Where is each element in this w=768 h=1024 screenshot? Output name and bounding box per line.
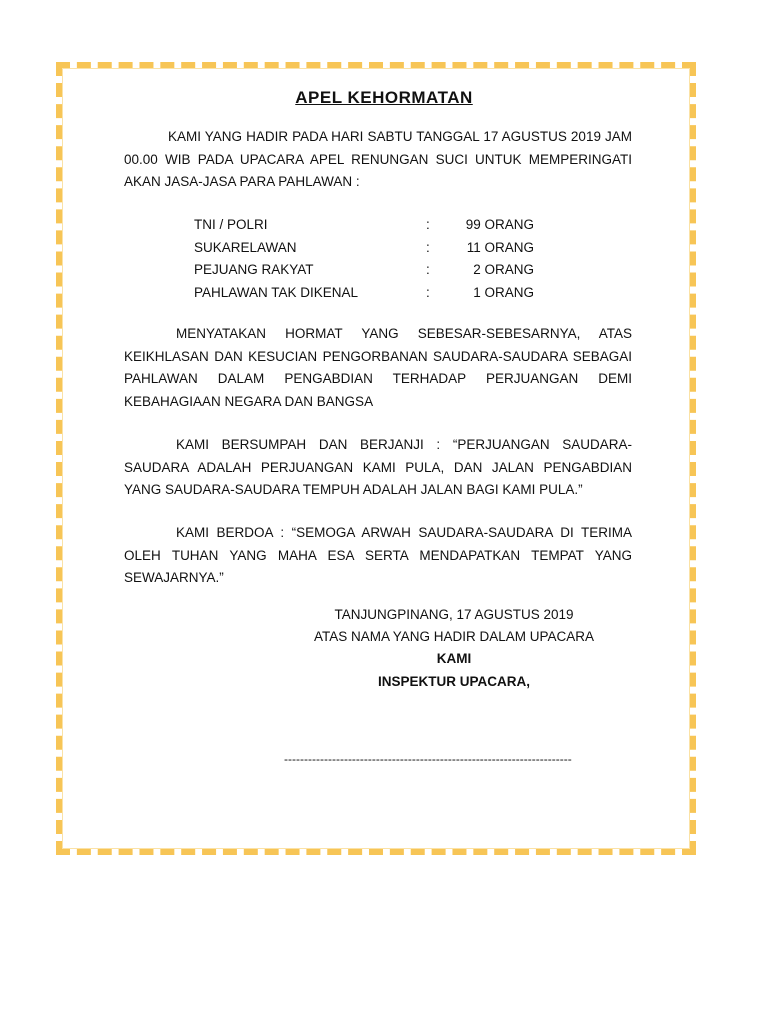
list-item-colon: : bbox=[426, 284, 430, 300]
attendance-list bbox=[194, 214, 534, 304]
list-item-label: PAHLAWAN TAK DIKENAL bbox=[194, 284, 359, 300]
list-item-colon: : bbox=[426, 217, 430, 232]
signature-line: ------------------------------------------------------------------------ bbox=[284, 752, 572, 766]
list-item-label: TNI / POLRI bbox=[194, 217, 268, 232]
document-title: APEL KEHORMATAN bbox=[295, 88, 473, 107]
list-item-colon: : bbox=[426, 239, 430, 255]
intro-paragraph: KAMI YANG HADIR PADA HARI SABTU TANGGAL 17 AGUSTUS 2019 JAM 00.00 WIB PADA UPACARA APEL RENUNGAN SUCI UNTUK MEMPERINGATI AKAN JASA-JASA PARA PAHLAWAN : bbox=[124, 129, 632, 189]
prayer-paragraph: KAMI BERDOA : “SEMOGA ARWAH SAUDARA-SAUDARA DI TERIMA OLEH TUHAN YANG MAHA ESA SERTA MENDAPATKAN TEMPAT YANG SEWAJARNYA.” bbox=[124, 525, 632, 585]
list-item-value: 11 ORANG bbox=[466, 239, 534, 255]
signature-place-date: TANJUNGPINANG, 17 AGUSTUS 2019 bbox=[334, 607, 574, 622]
list-item-value: 2 ORANG bbox=[473, 262, 534, 277]
list-item-value: 1 ORANG bbox=[473, 284, 534, 300]
list-item-label: SUKARELAWAN bbox=[194, 239, 297, 255]
signature-role: INSPEKTUR UPACARA, bbox=[377, 674, 530, 689]
signature-kami: KAMI bbox=[436, 651, 472, 666]
list-item bbox=[194, 214, 534, 237]
oath-paragraph: KAMI BERSUMPAH DAN BERJANJI : “PERJUANGAN SAUDARA-SAUDARA ADALAH PERJUANGAN KAMI PULA, DAN JALAN PENGABDIAN YANG SAUDARA-SAUDARA TEMPUH ADALAH JALAN BAGI KAMI PULA.” bbox=[124, 437, 632, 497]
respect-paragraph: MENYATAKAN HORMAT YANG SEBESAR-SEBESARNYA, ATAS KEIKHLASAN DAN KESUCIAN PENGORBANAN SAUDARA-SAUDARA SEBAGAI PAHLAWAN DALAM PENGABDIAN TERHADAP PERJUANGAN DEMI KEBAHAGIAAN NEGARA DAN BANGSA bbox=[124, 326, 632, 409]
list-item bbox=[194, 259, 534, 282]
list-item bbox=[194, 282, 534, 305]
list-item-value: 99 ORANG bbox=[465, 217, 534, 232]
list-item-colon: : bbox=[426, 262, 430, 277]
signature-on-behalf: ATAS NAMA YANG HADIR DALAM UPACARA bbox=[313, 629, 595, 644]
list-item-label: PEJUANG RAKYAT bbox=[194, 262, 314, 277]
list-item bbox=[194, 237, 534, 260]
